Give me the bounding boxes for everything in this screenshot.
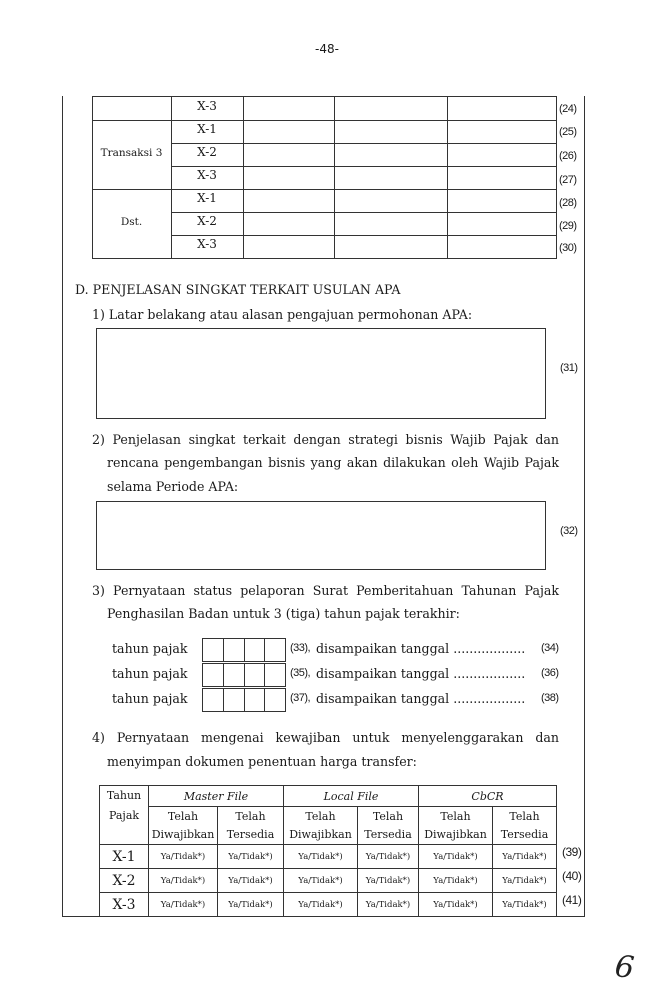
- section-heading: D. PENJELASAN SINGKAT TERKAIT USULAN APA: [75, 282, 401, 297]
- field-number: (31): [560, 362, 578, 374]
- yes-no-option[interactable]: Ya/Tidak*): [284, 893, 358, 917]
- field-number: (30): [559, 242, 577, 254]
- yes-no-option[interactable]: Ya/Tidak*): [358, 845, 419, 869]
- field-number: (25): [559, 126, 577, 138]
- tax-year-label: tahun pajak: [112, 691, 188, 706]
- question-3-line: Penghasilan Badan untuk 3 (tiga) tahun pajak terakhir:: [107, 606, 460, 621]
- yes-no-option[interactable]: Ya/Tidak*): [149, 845, 218, 869]
- row-year: X-1: [100, 845, 149, 869]
- yes-no-option[interactable]: Ya/Tidak*): [149, 893, 218, 917]
- business-strategy-field[interactable]: [96, 501, 546, 570]
- table-rule: [92, 96, 556, 97]
- yes-no-option[interactable]: Ya/Tidak*): [493, 893, 557, 917]
- field-number: (40): [562, 869, 582, 883]
- group-header-local-file: Local File: [284, 786, 419, 807]
- header-text: Pajak: [108, 809, 140, 822]
- year-column-header: [100, 786, 149, 845]
- table-row: [100, 845, 557, 869]
- yes-no-option[interactable]: Ya/Tidak*): [284, 869, 358, 893]
- field-number: (24): [559, 103, 577, 115]
- question-2-line: 2) Penjelasan singkat terkait dengan strategi bisnis Wajib Pajak dan: [92, 432, 559, 447]
- question-3-line: 3) Pernyataan status pelaporan Surat Pemberitahuan Tahunan Pajak: [92, 583, 559, 598]
- field-number: (37),: [290, 692, 311, 704]
- year-label: X-3: [197, 99, 217, 113]
- transfer-pricing-doc-table: [99, 785, 557, 917]
- row-year: X-2: [100, 869, 149, 893]
- question-1-label: 1) Latar belakang atau alasan pengajuan permohonan APA:: [92, 307, 473, 322]
- group-label: Dst.: [120, 216, 143, 228]
- table-rule: [243, 96, 244, 259]
- field-number: (29): [559, 220, 577, 232]
- yes-no-option[interactable]: Ya/Tidak*): [218, 845, 284, 869]
- subheader-tersedia: Telah Tersedia: [218, 807, 284, 845]
- question-4-line: 4) Pernyataan mengenai kewajiban untuk menyelenggarakan dan: [92, 730, 559, 745]
- tax-year-input[interactable]: [202, 638, 286, 662]
- background-reason-field[interactable]: [96, 328, 546, 419]
- header-text: Tahun: [106, 789, 142, 802]
- yes-no-option[interactable]: Ya/Tidak*): [358, 893, 419, 917]
- year-label: X-1: [197, 191, 217, 205]
- yes-no-option[interactable]: Ya/Tidak*): [358, 869, 419, 893]
- table-rule: [171, 166, 556, 167]
- field-number: (27): [559, 174, 577, 186]
- yes-no-option[interactable]: Ya/Tidak*): [419, 845, 493, 869]
- submission-date-field[interactable]: disampaikan tanggal ..................: [316, 691, 526, 706]
- group-header-cbcr: CbCR: [419, 786, 557, 807]
- field-number: (32): [560, 525, 578, 537]
- question-2-line: rencana pengembangan bisnis yang akan dilakukan oleh Wajib Pajak: [107, 455, 559, 470]
- table-row: [100, 869, 557, 893]
- yes-no-option[interactable]: Ya/Tidak*): [493, 869, 557, 893]
- yes-no-option[interactable]: Ya/Tidak*): [419, 869, 493, 893]
- question-4-line: menyimpan dokumen penentuan harga transfer:: [107, 754, 417, 769]
- table-rule: [92, 120, 556, 121]
- year-label: X-3: [197, 237, 217, 251]
- year-label: X-2: [197, 145, 217, 159]
- table-rule: [171, 143, 556, 144]
- subheader-diwajibkan: Telah Diwajibkan: [419, 807, 493, 845]
- yes-no-option[interactable]: Ya/Tidak*): [493, 845, 557, 869]
- page-number: -48-: [315, 42, 339, 56]
- submission-date-field[interactable]: disampaikan tanggal ..................: [316, 641, 526, 656]
- subheader-diwajibkan: Telah Diwajibkan: [149, 807, 218, 845]
- yes-no-option[interactable]: Ya/Tidak*): [419, 893, 493, 917]
- subheader-diwajibkan: Telah Diwajibkan: [284, 807, 358, 845]
- subheader-tersedia: Telah Tersedia: [493, 807, 557, 845]
- yes-no-option[interactable]: Ya/Tidak*): [284, 845, 358, 869]
- table-rule: [92, 189, 556, 190]
- group-header-master-file: Master File: [149, 786, 284, 807]
- table-rule: [447, 96, 448, 259]
- table-rule: [171, 212, 556, 213]
- field-number: (38): [541, 692, 559, 704]
- field-number: (28): [559, 197, 577, 209]
- handwritten-initial: 6: [613, 949, 636, 986]
- year-label: X-1: [197, 122, 217, 136]
- row-year: X-3: [100, 893, 149, 917]
- table-rule: [171, 235, 556, 236]
- yes-no-option[interactable]: Ya/Tidak*): [149, 869, 218, 893]
- field-number: (41): [562, 893, 582, 907]
- table-row: [100, 893, 557, 917]
- subheader-tersedia: Telah Tersedia: [358, 807, 419, 845]
- field-number: (36): [541, 667, 559, 679]
- tax-year-input[interactable]: [202, 688, 286, 712]
- tax-year-label: tahun pajak: [112, 666, 188, 681]
- table-rule: [334, 96, 335, 259]
- yes-no-option[interactable]: Ya/Tidak*): [218, 869, 284, 893]
- yes-no-option[interactable]: Ya/Tidak*): [218, 893, 284, 917]
- table-rule: [556, 96, 557, 259]
- year-label: X-2: [197, 214, 217, 228]
- group-label: Transaksi 3: [100, 147, 163, 159]
- field-number: (35),: [290, 667, 311, 679]
- field-number: (39): [562, 845, 582, 859]
- field-number: (34): [541, 642, 559, 654]
- field-number: (26): [559, 150, 577, 162]
- tax-year-label: tahun pajak: [112, 641, 188, 656]
- table-rule: [92, 96, 93, 259]
- year-label: X-3: [197, 168, 217, 182]
- tax-year-input[interactable]: [202, 663, 286, 687]
- field-number: (33),: [290, 642, 311, 654]
- table-rule: [92, 258, 556, 259]
- submission-date-field[interactable]: disampaikan tanggal ..................: [316, 666, 526, 681]
- question-2-line: selama Periode APA:: [107, 479, 239, 494]
